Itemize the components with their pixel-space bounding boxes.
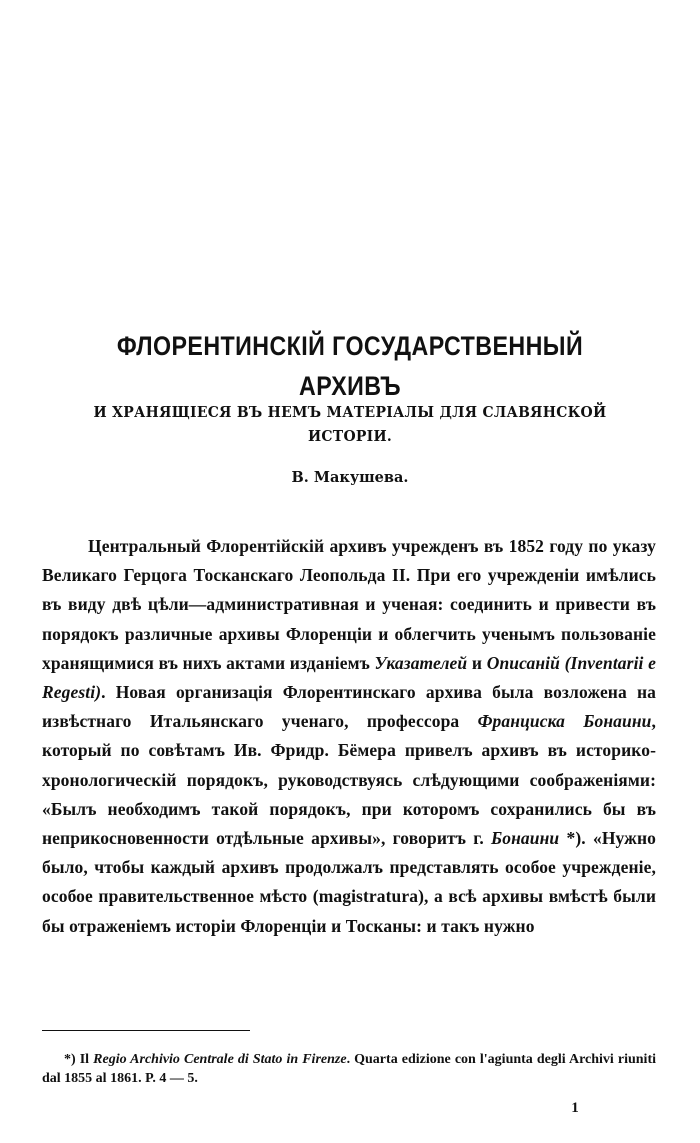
italic-name: Франциска Бонаини (477, 711, 652, 732)
body-text-segment: , который по совѣтамъ Ив. Фридр. Бёмера привелъ архивъ въ историко-хронологическій порядокъ, руководствуясь слѣдующими соображеніями: «Былъ необходимъ такой порядокъ, при которомъ сохранились бы въ неприкосновенности отдѣльные архивы», говоритъ г. (42, 711, 656, 849)
italic-term: Указателей (374, 652, 468, 673)
footnote-marker: *) Il (64, 1052, 94, 1067)
page-title: ФЛОРЕНТИНСКІЙ ГОСУДАРСТВЕННЫЙ АРХИВЪ (116, 331, 584, 401)
body-text-segment: . Новая организація Флорентинскаго архива была возложена на извѣстнаго Итальянскаго ученаго, профессора (42, 682, 656, 732)
page-subtitle: И ХРАНЯЩІЕСЯ ВЪ НЕМЪ МАТЕРІАЛЫ ДЛЯ СЛАВЯНСКОЙ ИСТОРІИ. (93, 403, 607, 445)
footnote-text: . Quarta edizione con l'agiunta degli Archivi riuniti dal 1855 al 1861. P. 4 — 5. (42, 1052, 657, 1086)
footnote-divider (42, 1030, 250, 1031)
footnote (42, 1050, 656, 1088)
body-paragraph (42, 532, 656, 941)
page-number: 1 (571, 1100, 579, 1116)
body-text-segment: и (467, 652, 487, 673)
italic-name: Бонаини (491, 828, 560, 849)
body-text-segment: Центральный Флорентійскій архивъ учрежденъ въ 1852 году по указу Великаго Герцога Тосканскаго Леопольда II. При его учрежденіи имѣлись въ виду двѣ цѣли—административная и ученая: соединить и привести въ порядокъ различные архивы Флоренціи и облегчить ученымъ пользованіе хранящимися въ нихъ актами изданіемъ (42, 536, 656, 673)
italic-term: Описаній (Inventarii e Regesti) (42, 652, 656, 703)
body-text-segment: *). «Нужно было, чтобы каждый архивъ продолжалъ представлять особое учрежденіе, особое правительственное мѣсто (magistratura), а всѣ архивы вмѣстѣ были бы отраженіемъ исторіи Флоренціи и Тосканы: и такъ нужно (42, 828, 656, 936)
author-line: В. Макушева. (291, 469, 409, 486)
footnote-source-title: Regio Archivio Centrale di Stato in Firenze (93, 1052, 347, 1067)
